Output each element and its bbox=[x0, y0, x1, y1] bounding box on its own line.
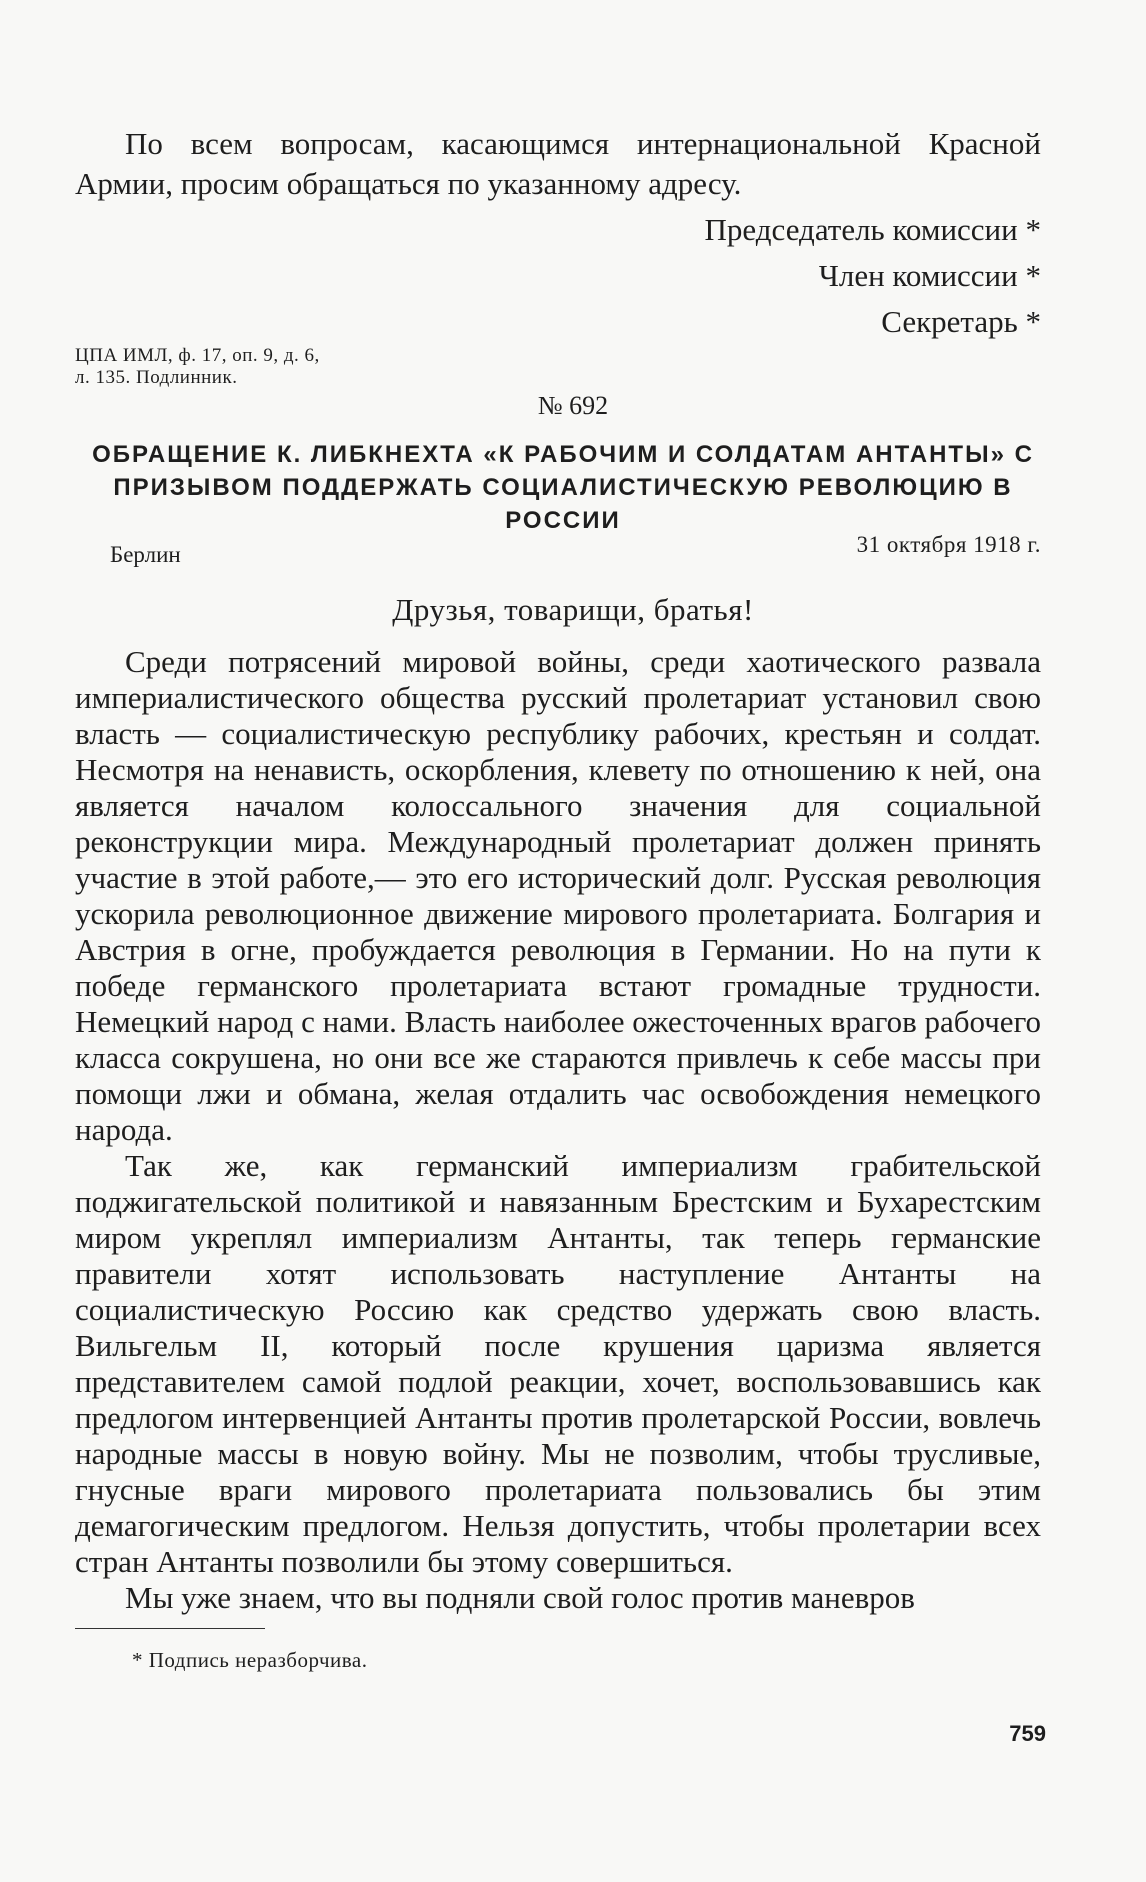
document-body bbox=[75, 644, 1041, 1616]
greeting: Друзья, товарищи, братья! bbox=[392, 592, 754, 627]
body-paragraph: Мы уже знаем, что вы подняли свой голос против маневров bbox=[125, 1580, 915, 1615]
intro-paragraph: По всем вопросам, касающимся интернациональной Красной Армии, просим обращаться по указанному адресу. bbox=[75, 126, 1041, 201]
footnote: * Подпись неразборчива. bbox=[132, 1648, 368, 1672]
signature-member: Член комиссии * bbox=[818, 258, 1041, 293]
archive-reference-line: л. 135. Подлинник. bbox=[75, 367, 238, 388]
archive-reference bbox=[75, 345, 320, 389]
signature-secretary: Секретарь * bbox=[881, 304, 1041, 339]
document-date: 31 октября 1918 г. bbox=[856, 532, 1041, 557]
signature-chairman: Председатель комиссии * bbox=[704, 212, 1041, 247]
document-title: ОБРАЩЕНИЕ К. ЛИБКНЕХТА «К РАБОЧИМ И СОЛДАТАМ АНТАНТЫ» С ПРИЗЫВОМ ПОДДЕРЖАТЬ СОЦИАЛИСТИЧЕСКУЮ РЕВОЛЮЦИЮ В РОССИИ bbox=[92, 441, 1034, 534]
footnote-divider bbox=[75, 1628, 265, 1629]
archive-reference-line: ЦПА ИМЛ, ф. 17, оп. 9, д. 6, bbox=[75, 345, 320, 366]
body-paragraph: Среди потрясений мировой войны, среди хаотического развала империалистического общества русский пролетариат установил свою власть — социалистическую республику рабочих, крестьян и солдат. Несмотря на ненависть, оскорбления, клевету по отношению к ней, она является началом колоссального значения для социальной реконструкции мира. Международный пролетариат должен принять участие в этой работе,— это его исторический долг. Русская революция ускорила революционное движение мирового пролетариата. Болгария и Австрия в огне, пробуждается революция в Германии. Но на пути к победе германского пролетариата встают громадные трудности. Немецкий народ с нами. Власть наиболее ожесточенных врагов рабочего класса сокрушена, но они все же стараются привлечь к себе массы при помощи лжи и обмана, желая отдалить час освобождения немецкого народа. bbox=[75, 644, 1042, 1147]
body-paragraph: Так же, как германский империализм грабительской поджигательской политикой и навязанным Брестским и Бухарестским миром укреплял империализм Антанты, так теперь германские правители хотят использовать наступление Антанты на социалистическую Россию как средство удержать свою власть. Вильгельм II, который после крушения царизма является представителем самой подлой реакции, хочет, воспользовавшись как предлогом интервенцией Антанты против пролетарской России, вовлечь народные массы в новую войну. Мы не позволим, чтобы трусливые, гнусные враги мирового пролетариата пользовались бы этим демагогическим предлогом. Нельзя допустить, чтобы пролетарии всех стран Антанты позволили бы этому совершиться. bbox=[75, 1148, 1041, 1579]
document-number: № 692 bbox=[537, 391, 609, 420]
page-number: 759 bbox=[1009, 1721, 1046, 1746]
document-place: Берлин bbox=[110, 542, 181, 567]
